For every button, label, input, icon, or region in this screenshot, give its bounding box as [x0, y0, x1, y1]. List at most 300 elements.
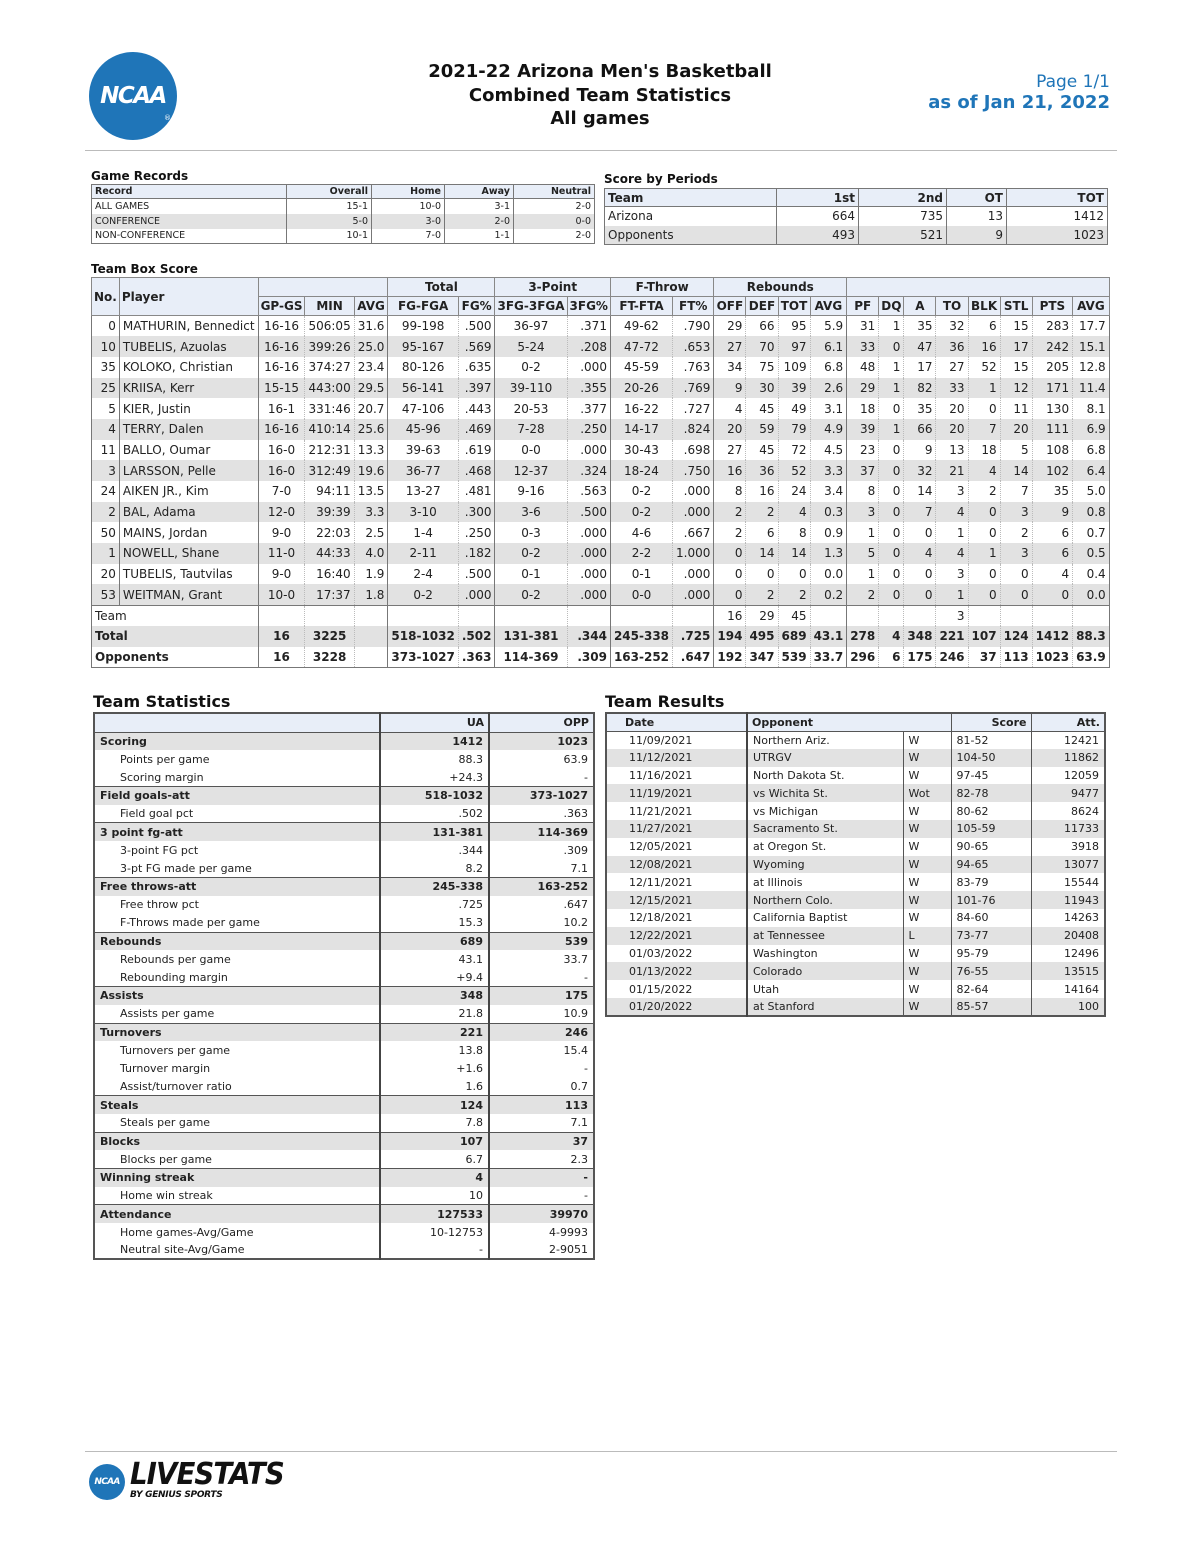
ncaa-logo: NCAA ®	[89, 52, 177, 140]
summary-stat: .309	[567, 647, 610, 668]
player-stat: 45	[746, 398, 778, 419]
page-number: Page 1/1	[1036, 72, 1110, 92]
player-stat: 13-27	[388, 481, 458, 502]
opponent-name: vs Michigan	[747, 802, 903, 820]
player-stat: 0-3	[495, 522, 567, 543]
box-col-header: GP-GS	[258, 297, 305, 316]
opponent-name: vs Wichita St.	[747, 784, 903, 802]
box-col-header: DQ	[879, 297, 904, 316]
stat-ua-value: 245-338	[380, 878, 489, 896]
game-date: 12/18/2021	[629, 911, 693, 925]
stat-category-row	[94, 823, 594, 841]
period-score: 9	[947, 226, 1007, 245]
player-stat: .300	[458, 502, 495, 523]
stat-label: Assists	[94, 987, 380, 1005]
stat-ua-value: -	[380, 1241, 489, 1259]
player-stat: 16	[746, 481, 778, 502]
stat-label: Scoring margin	[120, 770, 204, 784]
player-stat: 20	[936, 419, 968, 440]
summary-stat: 43.1	[810, 626, 847, 647]
period-score: 521	[859, 226, 947, 245]
stat-label: Neutral site-Avg/Game	[120, 1243, 245, 1257]
summary-stat: 495	[746, 626, 778, 647]
player-name: KRIISA, Kerr	[119, 378, 258, 399]
player-stat: 283	[1032, 316, 1072, 337]
player-stat: 4	[1032, 564, 1072, 585]
player-stat: 0	[879, 440, 904, 461]
game-score: 82-64	[951, 980, 1031, 998]
game-score: 85-57	[951, 998, 1031, 1016]
ncaa-footer-logo	[89, 1464, 125, 1500]
player-stat: .619	[458, 440, 495, 461]
page-info	[928, 72, 1110, 113]
player-stat: 102	[1032, 460, 1072, 481]
summary-stat: .502	[458, 626, 495, 647]
record-value: 2-0	[514, 229, 595, 244]
stat-opp-value: 7.1	[489, 1114, 594, 1132]
player-stat: 5	[847, 543, 879, 564]
opponent-name: Utah	[747, 980, 903, 998]
player-stat: 23	[847, 440, 879, 461]
player-stat: .000	[673, 584, 714, 605]
player-stat: .500	[567, 502, 610, 523]
player-stat: 0	[904, 522, 936, 543]
game-score: 80-62	[951, 802, 1031, 820]
col-opponent: Opponent	[747, 713, 951, 731]
player-stat: 39	[847, 419, 879, 440]
stat-label: Points per game	[120, 752, 210, 766]
player-stat: .377	[567, 398, 610, 419]
record-label: CONFERENCE	[92, 214, 287, 229]
stat-ua-value: .725	[380, 896, 489, 914]
player-stat: 331:46	[305, 398, 354, 419]
player-number: 10	[92, 336, 120, 357]
summary-stat: 245-338	[610, 626, 672, 647]
player-stat: 24	[778, 481, 810, 502]
team-results-table	[605, 712, 1106, 1017]
stat-opp-value: 1023	[489, 732, 594, 750]
stat-ua-value: 127533	[380, 1205, 489, 1223]
player-stat: 13.3	[354, 440, 388, 461]
player-stat: 20-26	[610, 378, 672, 399]
player-name: MATHURIN, Bennedict	[119, 316, 258, 337]
player-stat: .397	[458, 378, 495, 399]
summary-stat: 1023	[1032, 647, 1072, 668]
player-stat: 12-37	[495, 460, 567, 481]
player-stat: 5.9	[810, 316, 847, 337]
player-stat: 12-0	[258, 502, 305, 523]
stat-ua-value: 10-12753	[380, 1223, 489, 1241]
stat-label: 3-pt FG made per game	[120, 861, 252, 875]
record-value: 2-0	[514, 199, 595, 214]
stat-label: Rebounding margin	[120, 970, 228, 984]
box-col-header: TO	[936, 297, 968, 316]
col-away: Away	[445, 185, 514, 199]
player-stat: .563	[567, 481, 610, 502]
game-records-table	[91, 184, 595, 244]
col-stat	[94, 713, 380, 732]
player-stat: 2-2	[610, 543, 672, 564]
game-score: 101-76	[951, 891, 1031, 909]
stat-opp-value: 113	[489, 1096, 594, 1114]
player-stat: 16-16	[258, 419, 305, 440]
player-stat: 94:11	[305, 481, 354, 502]
player-stat: 108	[1032, 440, 1072, 461]
stat-opp-value: 15.4	[489, 1041, 594, 1059]
opponent-name: Northern Colo.	[747, 891, 903, 909]
stat-category-row	[94, 1096, 594, 1114]
game-score: 81-52	[951, 731, 1031, 749]
summary-stat: 296	[847, 647, 879, 668]
player-row	[92, 543, 1110, 564]
record-label: ALL GAMES	[95, 200, 150, 212]
stat-ua-value: 43.1	[380, 950, 489, 968]
game-attendance: 14263	[1031, 909, 1105, 927]
stat-label: Blocks per game	[120, 1152, 212, 1166]
stat-detail-row	[94, 896, 594, 914]
player-stat: 16-1	[258, 398, 305, 419]
record-value: 10-0	[372, 199, 445, 214]
player-stat: 9-0	[258, 564, 305, 585]
player-stat: 35	[904, 316, 936, 337]
player-stat: 0	[968, 564, 1000, 585]
ncaa-footer-logo-text: NCAA	[94, 1477, 120, 1487]
player-name: NOWELL, Shane	[119, 543, 258, 564]
player-stat: 16-16	[258, 357, 305, 378]
col-opp: OPP	[489, 713, 594, 732]
player-stat: 47	[904, 336, 936, 357]
player-stat: 17	[1000, 336, 1032, 357]
summary-stat: 689	[778, 626, 810, 647]
summary-stat: 163-252	[610, 647, 672, 668]
game-attendance: 8624	[1031, 802, 1105, 820]
stat-opp-value: -	[489, 768, 594, 786]
player-stat: 4	[968, 460, 1000, 481]
player-stat: 0-2	[610, 502, 672, 523]
player-stat: 8	[714, 481, 746, 502]
col-ua: UA	[380, 713, 489, 732]
stat-detail-row	[94, 1114, 594, 1132]
player-stat: .667	[673, 522, 714, 543]
player-stat: 27	[714, 440, 746, 461]
stat-detail-row	[94, 859, 594, 877]
player-row	[92, 502, 1110, 523]
player-stat: 6.4	[1073, 460, 1110, 481]
total-row	[92, 626, 1110, 647]
player-stat: 45-59	[610, 357, 672, 378]
player-stat: 18-24	[610, 460, 672, 481]
box-score-title: Team Box Score	[91, 262, 198, 276]
player-stat: 3	[847, 502, 879, 523]
player-stat: 11.4	[1073, 378, 1110, 399]
player-stat: 11-0	[258, 543, 305, 564]
game-outcome: W	[903, 998, 951, 1016]
player-stat: 36	[936, 336, 968, 357]
player-stat: 5.0	[1073, 481, 1110, 502]
col-score: Score	[951, 713, 1031, 731]
player-stat: 9	[904, 440, 936, 461]
player-stat: 9	[714, 378, 746, 399]
team-label: Team	[92, 605, 259, 626]
player-stat: 7	[968, 419, 1000, 440]
team-stat: 45	[778, 605, 810, 626]
col-date: Date	[606, 713, 747, 731]
player-stat: 56-141	[388, 378, 458, 399]
player-stat: 2	[968, 481, 1000, 502]
player-row	[92, 419, 1110, 440]
summary-stat: 124	[1000, 626, 1032, 647]
col-tot: TOT	[1007, 189, 1108, 207]
player-stat: 66	[904, 419, 936, 440]
stat-label: Turnovers	[94, 1023, 380, 1041]
player-number: 1	[92, 543, 120, 564]
box-col-header: STL	[1000, 297, 1032, 316]
stat-category-row	[94, 878, 594, 896]
player-stat: 0.4	[1073, 564, 1110, 585]
stat-detail-row	[94, 841, 594, 859]
stat-ua-value: 15.3	[380, 914, 489, 932]
col-1st: 1st	[777, 189, 859, 207]
stat-ua-value: +24.3	[380, 768, 489, 786]
group-blank-2	[847, 278, 1110, 297]
col-no: No.	[92, 278, 120, 316]
stat-opp-value: -	[489, 1187, 594, 1205]
player-name: BALLO, Oumar	[119, 440, 258, 461]
player-stat: 29	[847, 378, 879, 399]
player-stat: 1.9	[354, 564, 388, 585]
player-stat: .824	[673, 419, 714, 440]
stat-label: Steals	[94, 1096, 380, 1114]
score-by-periods-title: Score by Periods	[604, 172, 718, 186]
team-stat	[904, 605, 936, 626]
game-attendance: 11862	[1031, 749, 1105, 767]
opponents-row	[92, 647, 1110, 668]
stat-category-row	[94, 732, 594, 750]
box-col-header: FT-FTA	[610, 297, 672, 316]
player-stat: 4	[936, 543, 968, 564]
player-stat: 30-43	[610, 440, 672, 461]
player-stat: 32	[904, 460, 936, 481]
player-stat: 4	[714, 398, 746, 419]
team-stat: 16	[714, 605, 746, 626]
player-stat: 14-17	[610, 419, 672, 440]
game-date: 11/09/2021	[629, 733, 693, 747]
player-stat: 14	[904, 481, 936, 502]
title-line-2: Combined Team Statistics	[468, 84, 732, 106]
player-stat: 0	[879, 336, 904, 357]
player-stat: 59	[746, 419, 778, 440]
player-stat: 39	[778, 378, 810, 399]
player-stat: 2.6	[810, 378, 847, 399]
player-stat: 1	[847, 564, 879, 585]
game-outcome: L	[903, 927, 951, 945]
player-stat: 3.3	[810, 460, 847, 481]
player-name: TERRY, Dalen	[119, 419, 258, 440]
stat-ua-value: 689	[380, 932, 489, 950]
player-stat: 17.7	[1073, 316, 1110, 337]
player-stat: 0	[879, 584, 904, 605]
team-stat	[1000, 605, 1032, 626]
player-stat: 20.7	[354, 398, 388, 419]
player-row	[92, 440, 1110, 461]
player-stat: 0	[879, 460, 904, 481]
game-score: 95-79	[951, 945, 1031, 963]
summary-stat: 88.3	[1073, 626, 1110, 647]
summary-stat: 192	[714, 647, 746, 668]
game-date: 11/19/2021	[606, 784, 747, 802]
player-stat: 18	[968, 440, 1000, 461]
player-stat: 0	[879, 522, 904, 543]
summary-stat: 539	[778, 647, 810, 668]
player-stat: 97	[778, 336, 810, 357]
player-stat: 21	[936, 460, 968, 481]
player-stat: 22:03	[305, 522, 354, 543]
player-stat: 39-110	[495, 378, 567, 399]
game-result-row	[606, 820, 1105, 838]
box-col-header: PTS	[1032, 297, 1072, 316]
as-of-date: as of Jan 21, 2022	[928, 92, 1110, 113]
player-stat: 99-198	[388, 316, 458, 337]
footer-divider	[85, 1451, 1117, 1452]
player-stat: 20	[936, 398, 968, 419]
team-stat	[810, 605, 847, 626]
player-stat: 4	[904, 543, 936, 564]
box-col-header: AVG	[810, 297, 847, 316]
player-stat: 15	[1000, 357, 1032, 378]
team-statistics-table	[93, 712, 595, 1260]
box-col-header: FT%	[673, 297, 714, 316]
stat-label: Free throws-att	[94, 878, 380, 896]
game-result-row	[606, 962, 1105, 980]
player-stat: 16-0	[258, 440, 305, 461]
player-name: AIKEN JR., Kim	[119, 481, 258, 502]
player-stat: 2	[778, 584, 810, 605]
player-stat: 33	[847, 336, 879, 357]
player-name: LARSSON, Pelle	[119, 460, 258, 481]
player-stat: 34	[714, 357, 746, 378]
stat-opp-value: 7.1	[489, 859, 594, 877]
col-ot: OT	[947, 189, 1007, 207]
player-stat: 3-10	[388, 502, 458, 523]
game-attendance: 12059	[1031, 767, 1105, 785]
game-outcome: W	[903, 980, 951, 998]
player-stat: 1	[936, 522, 968, 543]
player-stat: 1.8	[354, 584, 388, 605]
stat-label: Field goals-att	[94, 787, 380, 805]
summary-stat: 3225	[305, 626, 354, 647]
player-stat: 14	[778, 543, 810, 564]
stat-label: Free throw pct	[120, 898, 199, 912]
game-date: 01/13/2022	[606, 962, 747, 980]
game-attendance: 14164	[1031, 980, 1105, 998]
player-stat: 20	[714, 419, 746, 440]
player-stat: .443	[458, 398, 495, 419]
player-stat: .000	[567, 522, 610, 543]
player-stat: 0	[968, 522, 1000, 543]
team-stat	[1073, 605, 1110, 626]
game-attendance: 13515	[1031, 962, 1105, 980]
team-stat	[305, 605, 354, 626]
player-stat: 1	[879, 316, 904, 337]
box-col-header: FG-FGA	[388, 297, 458, 316]
stat-opp-value: -	[489, 1059, 594, 1077]
player-stat: 410:14	[305, 419, 354, 440]
team-name: Opponents	[605, 226, 777, 245]
game-result-row	[606, 891, 1105, 909]
player-stat: 374:27	[305, 357, 354, 378]
summary-stat: 37	[968, 647, 1000, 668]
team-stat	[388, 605, 458, 626]
stat-opp-value: 163-252	[489, 878, 594, 896]
player-stat: 16-22	[610, 398, 672, 419]
team-results-title: Team Results	[605, 692, 725, 711]
stat-opp-value: .309	[489, 841, 594, 859]
group-rebounds: Rebounds	[714, 278, 847, 297]
player-stat: .468	[458, 460, 495, 481]
stat-detail-row	[94, 1078, 594, 1096]
game-date: 11/21/2021	[629, 804, 693, 818]
player-stat: 9-0	[258, 522, 305, 543]
player-stat: 4.0	[354, 543, 388, 564]
player-stat: 6.8	[810, 357, 847, 378]
player-stat: 1	[879, 419, 904, 440]
stat-label: F-Throws made per game	[120, 916, 260, 930]
box-col-header: BLK	[968, 297, 1000, 316]
game-attendance: 11943	[1031, 891, 1105, 909]
player-stat: 0	[1000, 564, 1032, 585]
player-stat: 20	[1000, 419, 1032, 440]
player-stat: .727	[673, 398, 714, 419]
player-stat: .000	[567, 357, 610, 378]
player-stat: 2	[847, 584, 879, 605]
player-stat: 0	[1000, 584, 1032, 605]
player-stat: 13	[936, 440, 968, 461]
player-stat: 0	[879, 564, 904, 585]
opponent-name: at Oregon St.	[747, 838, 903, 856]
player-stat: .500	[458, 564, 495, 585]
stat-opp-value: 2-9051	[489, 1241, 594, 1259]
player-stat: 75	[746, 357, 778, 378]
opponent-name: UTRGV	[747, 749, 903, 767]
player-row	[92, 584, 1110, 605]
player-stat: 3	[1000, 543, 1032, 564]
player-stat: 79	[778, 419, 810, 440]
stat-opp-value: 175	[489, 987, 594, 1005]
player-stat: 18	[847, 398, 879, 419]
record-value: 3-0	[372, 214, 445, 229]
record-value: 10-1	[287, 229, 372, 244]
player-stat: .000	[567, 543, 610, 564]
stat-ua-value: 131-381	[380, 823, 489, 841]
stat-detail-row	[94, 1059, 594, 1077]
game-result-row	[606, 749, 1105, 767]
player-stat: 35	[1032, 481, 1072, 502]
player-stat: 47-72	[610, 336, 672, 357]
player-stat: 7-0	[258, 481, 305, 502]
player-stat: 15.1	[1073, 336, 1110, 357]
player-stat: 16-16	[258, 316, 305, 337]
player-stat: 31	[847, 316, 879, 337]
team-stat	[1032, 605, 1072, 626]
period-score: 493	[777, 226, 859, 245]
player-stat: 0.0	[1073, 584, 1110, 605]
player-number: 5	[92, 398, 120, 419]
player-stat: 47-106	[388, 398, 458, 419]
opponent-name: Washington	[747, 945, 903, 963]
game-result-row	[606, 980, 1105, 998]
summary-stat: 246	[936, 647, 968, 668]
stat-opp-value: 246	[489, 1023, 594, 1041]
